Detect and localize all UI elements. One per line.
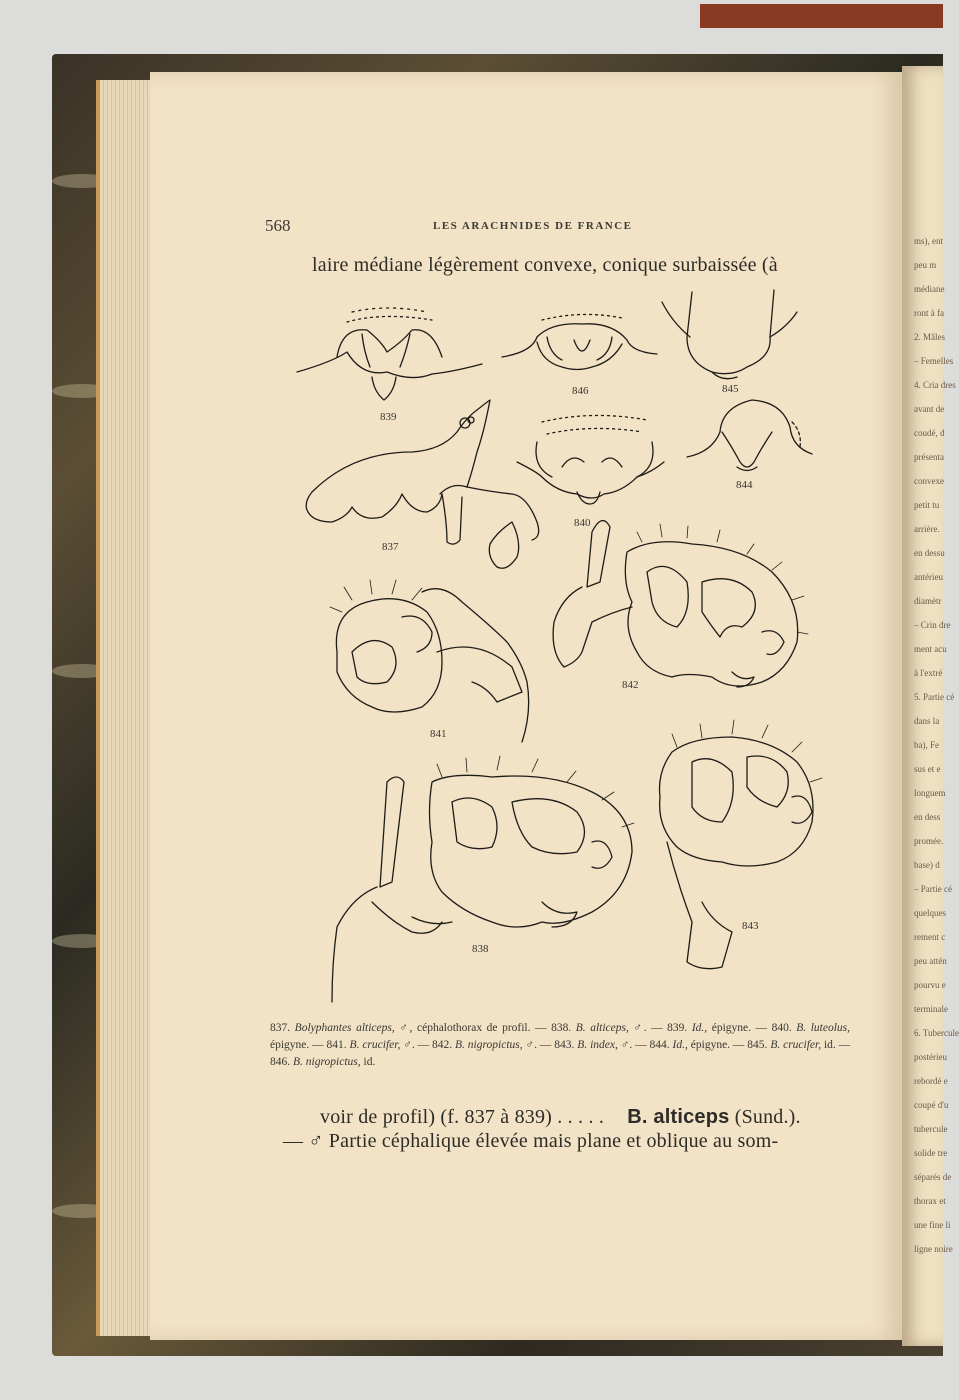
facing-page-fragment: promée.: [914, 836, 944, 846]
facing-page-fragment: avant de: [914, 404, 945, 414]
page-number: 568: [265, 216, 291, 235]
figure-843-drawing: [660, 720, 823, 969]
caption-part: ♂. — 844.: [620, 1039, 670, 1051]
caption-species: B. index,: [577, 1039, 618, 1051]
figure-plate: [292, 282, 852, 1012]
red-cover-edge: [700, 4, 943, 28]
facing-page-fragment: présenta: [914, 452, 944, 462]
facing-page-fragment: sus et e: [914, 764, 941, 774]
caption-species: B. alticeps,: [575, 1022, 629, 1034]
figure-842-drawing: [553, 521, 808, 687]
facing-page-fragment: 2. Mâles: [914, 332, 945, 342]
caption-species: B. crucifer,: [770, 1039, 822, 1051]
species-name: B. alticeps: [627, 1106, 730, 1128]
caption-part: id.: [363, 1056, 376, 1068]
figure-838-drawing: [332, 756, 634, 1002]
facing-page-fragment: ms), ent: [914, 236, 943, 246]
label-838: 838: [472, 943, 489, 955]
facing-page-fragment: ba), Fe: [914, 740, 939, 750]
facing-page-fragment: en dessu: [914, 548, 945, 558]
facing-page-fragment: médiane: [914, 284, 945, 294]
facing-page-fragment: une fine li: [914, 1220, 951, 1230]
label-846: 846: [572, 385, 589, 397]
caption-part: épigyne. — 840.: [711, 1022, 792, 1034]
caption-part: épigyne. — 841.: [270, 1039, 347, 1051]
label-844: 844: [736, 479, 753, 491]
species-author: (Sund.).: [734, 1106, 801, 1128]
body-text-line-top: laire médiane légèrement convexe, conique surbaissée (à: [312, 254, 778, 276]
label-843: 843: [742, 920, 759, 932]
label-837: 837: [382, 541, 399, 553]
caption-species: B. nigropictus,: [293, 1056, 361, 1068]
label-842: 842: [622, 679, 639, 691]
caption-part: 837.: [270, 1022, 291, 1034]
facing-page-fragment: peu m: [914, 260, 937, 270]
facing-page-fragment: en dess: [914, 812, 941, 822]
facing-page-fragment: à l'extré: [914, 668, 943, 678]
caption-part: épigyne. — 845.: [690, 1039, 768, 1051]
body-text-line-bottom-2: — ♂ Partie céphalique élevée mais plane et oblique au som-: [283, 1130, 779, 1152]
facing-page-fragment: ligne noire: [914, 1244, 953, 1254]
figure-caption: [270, 1020, 850, 1071]
facing-page-fragment: pourvu e: [914, 980, 946, 990]
figure-839-drawing: [297, 308, 482, 400]
caption-species: B. luteolus,: [796, 1022, 851, 1034]
figure-840-drawing: [517, 415, 664, 504]
facing-page-fragment: base) d: [914, 860, 940, 870]
page-block-stack: [100, 80, 152, 1336]
facing-page-fragment: antérieu: [914, 572, 943, 582]
facing-page-fragment: terminale: [914, 1004, 948, 1014]
caption-species: B. crucifer,: [349, 1039, 401, 1051]
caption-part: ♂, céphalothorax de profil. — 838.: [399, 1022, 572, 1034]
facing-page-fragment: solide tre: [914, 1148, 948, 1158]
facing-page-fragment: coudé, d: [914, 428, 945, 438]
page-header: [265, 216, 835, 240]
facing-page-fragment: rebordé e: [914, 1076, 948, 1086]
caption-species: Bolyphantes alticeps,: [294, 1022, 395, 1034]
facing-page-fragment: – Femelles: [914, 356, 954, 366]
facing-page-fragment: arrière.: [914, 524, 940, 534]
facing-page-fragment: ront à fa: [914, 308, 944, 318]
figure-845-drawing: [662, 290, 797, 379]
facing-page-fragment: thorax et: [914, 1196, 946, 1206]
figure-846-drawing: [502, 314, 657, 369]
facing-page-fragment: peu attén: [914, 956, 947, 966]
facing-page-fragment: postérieu: [914, 1052, 947, 1062]
label-840: 840: [574, 517, 591, 529]
facing-page-fragment: 4. Cria dres: [914, 380, 956, 390]
caption-species: B. nigropictus,: [455, 1039, 523, 1051]
facing-page-fragment: – Crin dre: [914, 620, 951, 630]
facing-page-fragment: – Partie cé: [914, 884, 952, 894]
facing-page-fragment: tubercule: [914, 1124, 948, 1134]
facing-page: [902, 66, 959, 1346]
key-reference: voir de profil) (f. 837 à 839) . . . . .: [320, 1106, 605, 1128]
facing-page-fragment: convexe: [914, 476, 944, 486]
facing-page-fragment: petit tu: [914, 500, 940, 510]
caption-part: id. — 846.: [270, 1039, 851, 1068]
body-text-line-bottom-1: [320, 1106, 801, 1129]
facing-page-fragment: dans la: [914, 716, 940, 726]
figure-844-drawing: [687, 400, 812, 471]
caption-part: ♂. — 839.: [633, 1022, 688, 1034]
facing-page-fragment: rement c: [914, 932, 946, 942]
facing-page-fragment: ment acu: [914, 644, 947, 654]
caption-part: ♂. — 843.: [525, 1039, 575, 1051]
label-841: 841: [430, 728, 447, 740]
figure-837-drawing: [306, 400, 538, 568]
caption-species: Id.,: [672, 1039, 688, 1051]
facing-page-fragment: 5. Partie cé: [914, 692, 955, 702]
caption-part: ♂. — 842.: [403, 1039, 453, 1051]
facing-page-fragment: quelques: [914, 908, 946, 918]
label-845: 845: [722, 383, 739, 395]
facing-page-fragment: longuem: [914, 788, 946, 798]
running-title: LES ARACHNIDES DE FRANCE: [433, 220, 633, 232]
facing-page-fragment: 6. Tubercule: [914, 1028, 959, 1038]
facing-page-fragment: coupé d'u: [914, 1100, 949, 1110]
facing-page-fragment: diamètr: [914, 596, 942, 606]
caption-species: Id.,: [691, 1022, 708, 1034]
label-839: 839: [380, 411, 397, 423]
figure-841-drawing: [330, 580, 529, 742]
facing-page-fragment: séparés de: [914, 1172, 952, 1182]
